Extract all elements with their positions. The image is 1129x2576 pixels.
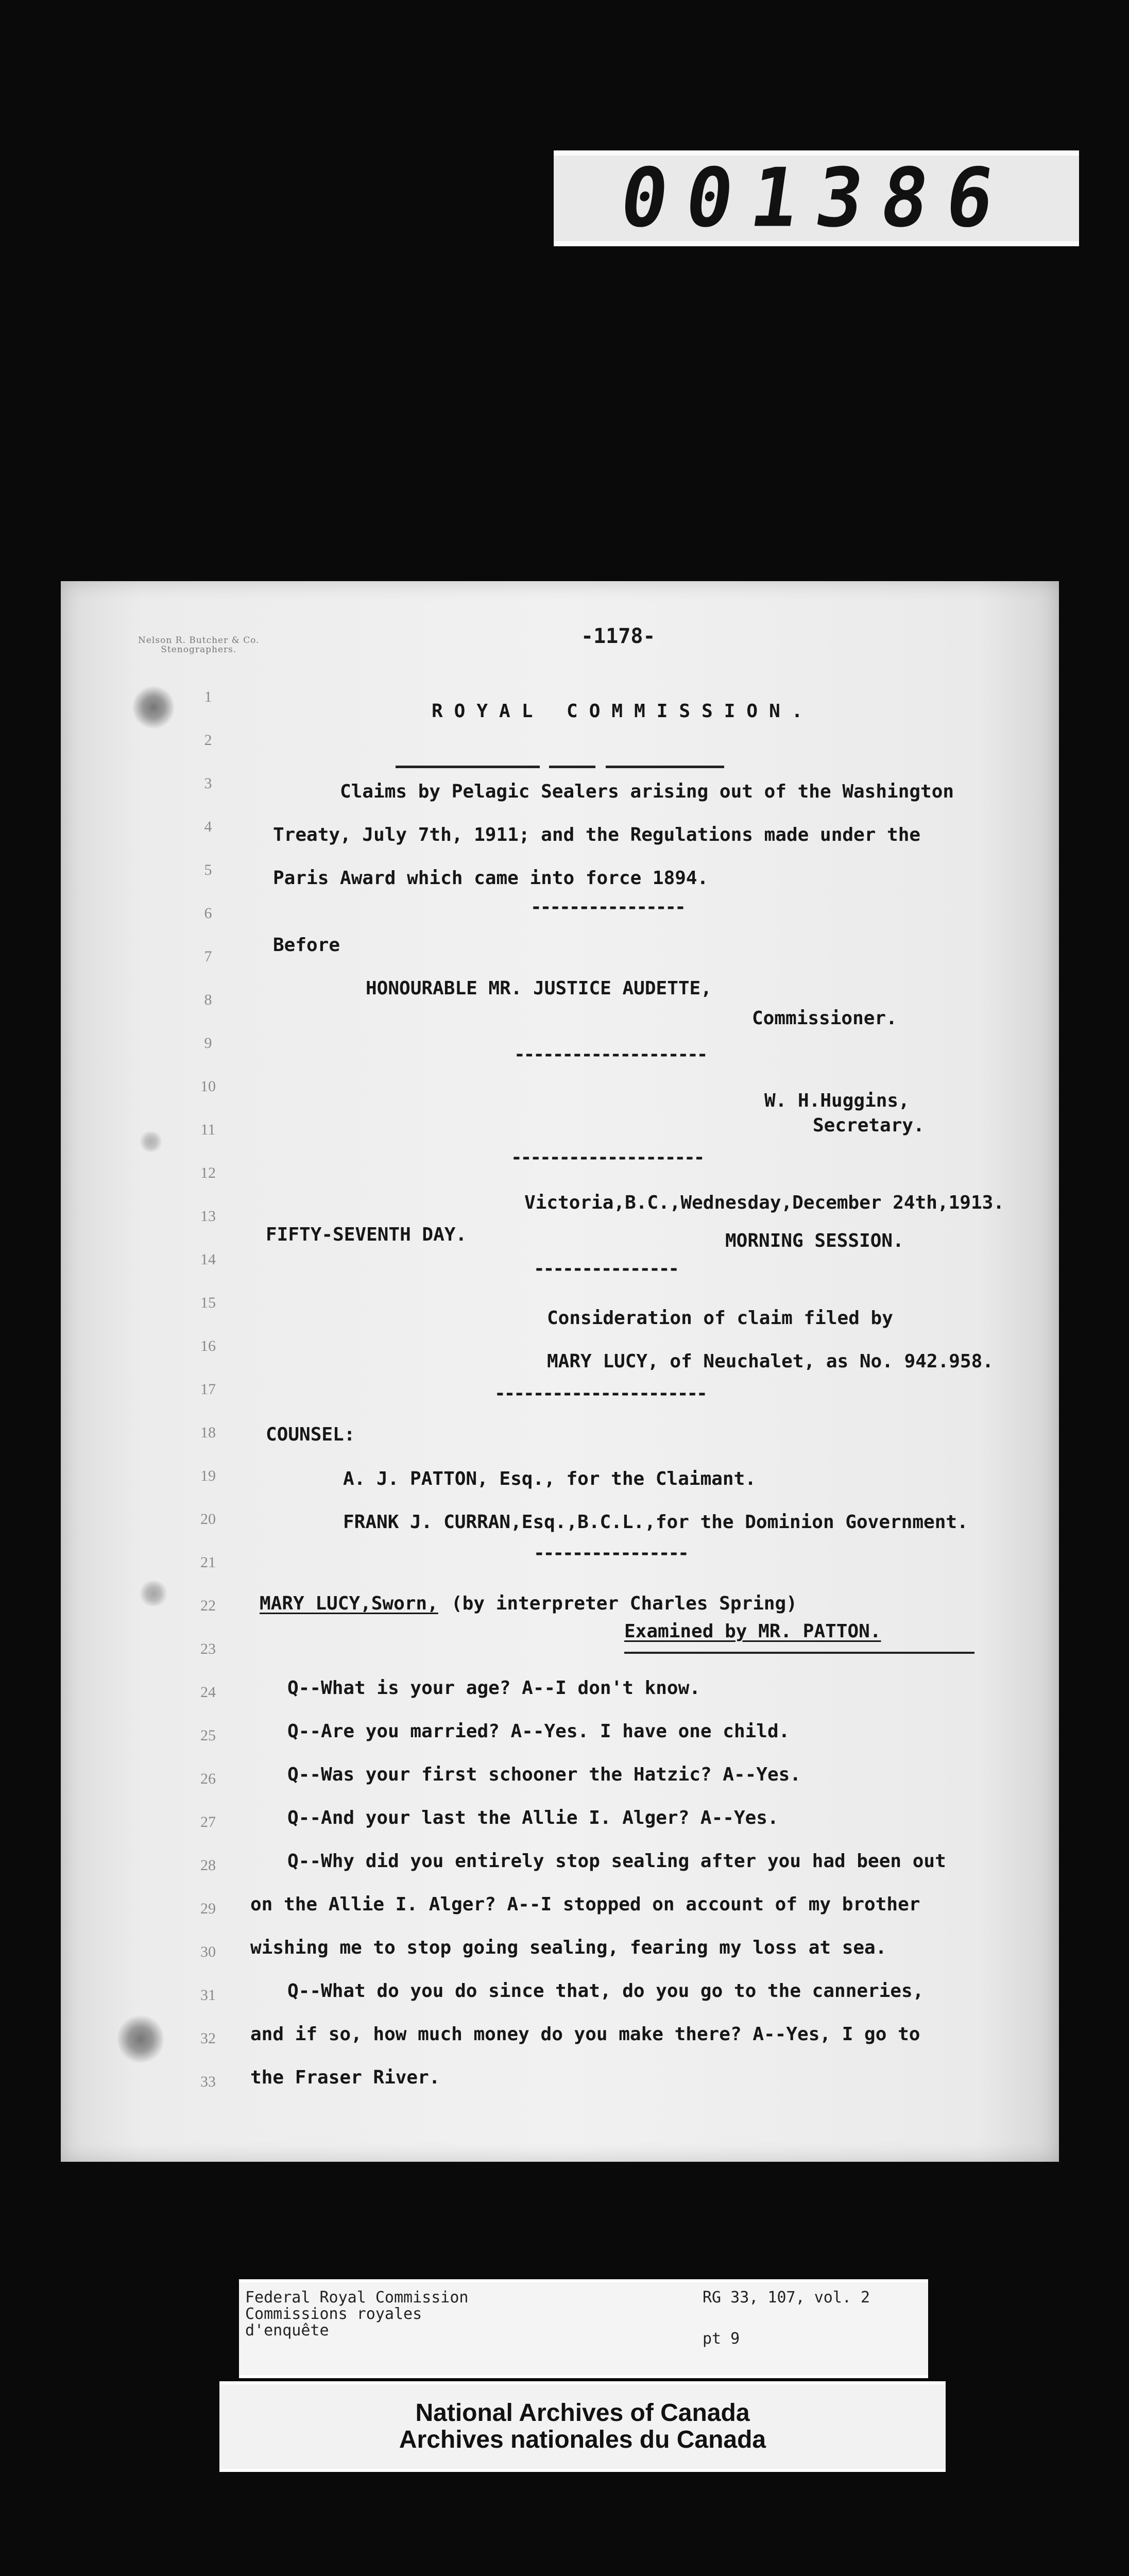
line-number: 16 <box>200 1337 216 1354</box>
claims-line-2: Treaty, July 7th, 1911; and the Regulations made under the <box>273 824 921 845</box>
title-rule <box>606 766 724 768</box>
counsel-government: FRANK J. CURRAN,Esq.,B.C.L.,for the Dominion Government. <box>343 1512 968 1533</box>
line-number: 19 <box>200 1467 216 1484</box>
line-number: 5 <box>204 861 212 878</box>
testimony-line: Q--What do you do since that, do you go to the canneries, <box>287 1980 924 2002</box>
catalog-part: pt 9 <box>703 2330 740 2348</box>
punch-hole-mark <box>138 1131 164 1152</box>
place-date: Victoria,B.C.,Wednesday,December 24th,1913. <box>524 1192 1004 1213</box>
testimony-line: the Fraser River. <box>250 2067 440 2088</box>
line-number: 26 <box>200 1770 216 1787</box>
line-number: 21 <box>200 1554 216 1571</box>
line-number: 24 <box>200 1684 216 1701</box>
line-number: 3 <box>204 775 212 792</box>
testimony-line: and if so, how much money do you make there? A--Yes, I go to <box>250 2024 920 2045</box>
page-number: -1178- <box>581 624 656 648</box>
divider: ---------------- <box>531 896 685 918</box>
line-number: 9 <box>204 1035 212 1052</box>
line-number: 15 <box>200 1294 216 1311</box>
divider: ---------------------- <box>494 1383 706 1404</box>
line-number: 23 <box>200 1640 216 1657</box>
line-number: 22 <box>200 1597 216 1614</box>
counsel-heading: COUNSEL: <box>266 1424 355 1445</box>
catalog-line-1: Federal Royal Commission <box>245 2289 469 2307</box>
examined-by: Examined by MR. PATTON. <box>624 1621 881 1642</box>
line-number: 1 <box>204 688 212 705</box>
line-number: 17 <box>200 1381 216 1398</box>
divider: --------------- <box>534 1258 678 1279</box>
archives-french: Archives nationales du Canada <box>399 2426 766 2453</box>
catalog-reference: RG 33, 107, vol. 2 <box>703 2289 870 2307</box>
line-number: 12 <box>200 1164 216 1181</box>
witness-interpreter: (by interpreter Charles Spring) <box>451 1593 797 1614</box>
consideration-line-2: MARY LUCY, of Neuchalet, as No. 942.958. <box>547 1351 994 1372</box>
line-number: 7 <box>204 948 212 965</box>
stamp-line-2: Stenographers. <box>161 645 237 655</box>
divider: ---------------- <box>534 1543 688 1564</box>
line-number: 6 <box>204 905 212 922</box>
day-label: FIFTY-SEVENTH DAY. <box>266 1224 467 1245</box>
session-label: MORNING SESSION. <box>725 1230 904 1251</box>
testimony-line: on the Allie I. Alger? A--I stopped on account of my brother <box>250 1894 920 1915</box>
witness-name: MARY LUCY,Sworn, <box>260 1593 438 1614</box>
line-number: 13 <box>200 1208 216 1225</box>
catalog-line-3: d'enquête <box>245 2321 329 2340</box>
testimony-line: Q--And your last the Allie I. Alger? A--Yes. <box>287 1807 779 1828</box>
document-page <box>61 581 1059 2162</box>
line-number: 11 <box>200 1121 216 1138</box>
punch-hole-mark <box>133 684 174 731</box>
secretary-title: Secretary. <box>813 1115 925 1136</box>
examined-rule <box>624 1652 974 1654</box>
counsel-claimant: A. J. PATTON, Esq., for the Claimant. <box>343 1468 756 1489</box>
line-number: 4 <box>204 818 212 835</box>
catalog-label <box>239 2279 928 2378</box>
stamp-line-1: Nelson R. Butcher & Co. <box>138 635 260 646</box>
line-number: 20 <box>200 1511 216 1528</box>
line-number: 10 <box>200 1078 216 1095</box>
punch-hole-mark <box>138 1581 169 1606</box>
testimony-line: Q--Why did you entirely stop sealing after you had been out <box>287 1851 946 1872</box>
document-title: ROYAL COMMISSION. <box>432 701 814 722</box>
line-number: 30 <box>200 1943 216 1960</box>
divider: -------------------- <box>511 1147 704 1168</box>
line-number: 25 <box>200 1727 216 1744</box>
archives-english: National Archives of Canada <box>415 2399 750 2427</box>
testimony-line: Q--What is your age? A--I don't know. <box>287 1677 700 1699</box>
stenographer-stamp <box>138 636 260 654</box>
justice-name: HONOURABLE MR. JUSTICE AUDETTE, <box>366 978 712 999</box>
line-number: 31 <box>200 1987 216 2004</box>
line-number-column <box>187 688 229 2116</box>
testimony-line: Q--Are you married? A--Yes. I have one child. <box>287 1721 790 1742</box>
catalog-line-2: Commissions royales <box>245 2305 422 2323</box>
line-number: 28 <box>200 1857 216 1874</box>
secretary-name: W. H.Huggins, <box>764 1090 910 1111</box>
title-rule <box>549 766 595 768</box>
line-number: 33 <box>200 2073 216 2090</box>
claims-line-1: Claims by Pelagic Sealers arising out of the Washington <box>340 781 954 802</box>
title-rule <box>396 766 540 768</box>
punch-hole-mark <box>117 2013 164 2065</box>
consideration-line-1: Consideration of claim filed by <box>547 1308 893 1329</box>
line-number: 29 <box>200 1900 216 1917</box>
commissioner-title: Commissioner. <box>752 1008 897 1029</box>
claims-line-3: Paris Award which came into force 1894. <box>273 868 709 889</box>
line-number: 14 <box>200 1251 216 1268</box>
divider: -------------------- <box>514 1044 707 1065</box>
before-label: Before <box>273 935 340 956</box>
line-number: 18 <box>200 1424 216 1441</box>
frame-counter <box>554 150 1079 246</box>
archives-label <box>219 2381 946 2472</box>
line-number: 27 <box>200 1814 216 1831</box>
testimony-line: wishing me to stop going sealing, fearing my loss at sea. <box>250 1937 887 1958</box>
line-number: 2 <box>204 732 212 749</box>
frame-number: 001386 <box>614 151 1018 246</box>
line-number: 32 <box>200 2030 216 2047</box>
testimony-line: Q--Was your first schooner the Hatzic? A--Yes. <box>287 1764 801 1785</box>
line-number: 8 <box>204 991 212 1008</box>
